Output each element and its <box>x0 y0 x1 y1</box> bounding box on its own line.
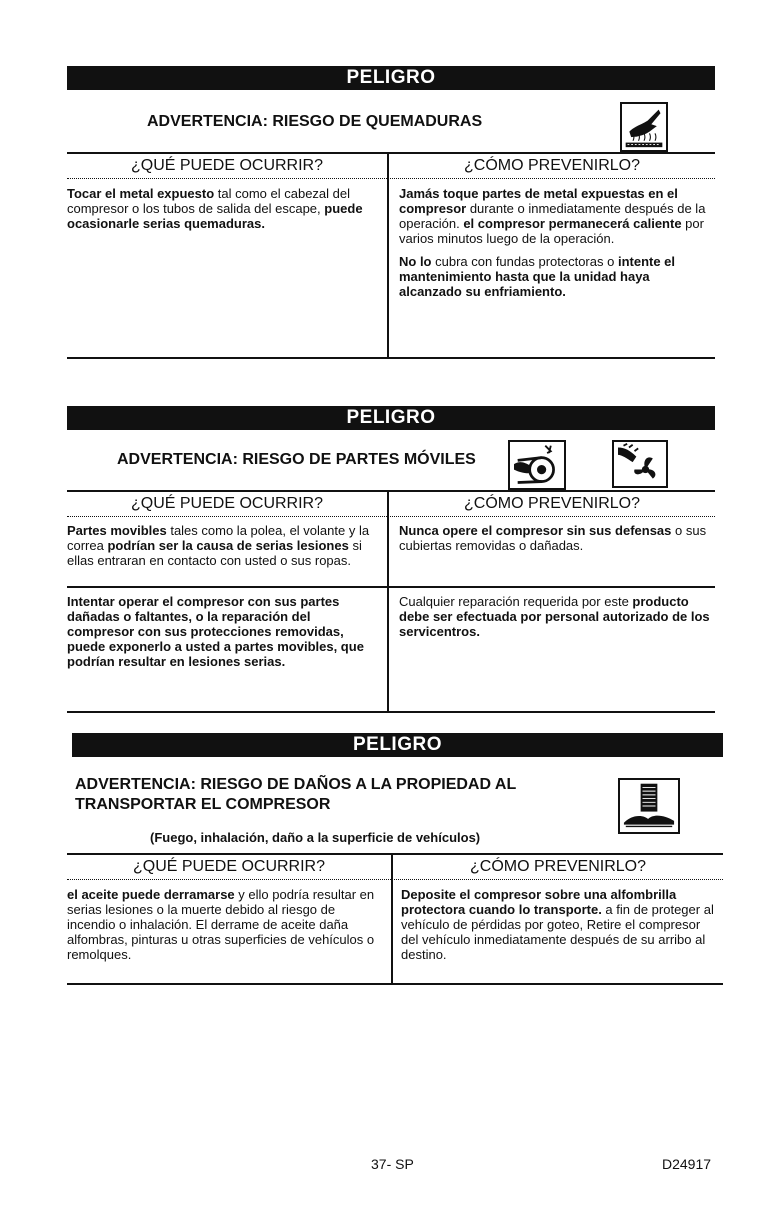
document-id: D24917 <box>662 1156 712 1172</box>
body-text: por varios minutos luego de la operación. <box>399 216 704 246</box>
column-header-prevent: ¿CÓMO PREVENIRLO? <box>469 858 647 875</box>
body-text: tal como el cabezal del compresor o los tubos de salida del escape, <box>67 186 351 216</box>
cell-paragraph <box>399 523 713 553</box>
body-text: Cualquier reparación requerida por este <box>399 594 633 609</box>
cell-paragraph <box>399 254 713 299</box>
moving-what-cell-1 <box>67 523 373 576</box>
body-text: o sus cubiertas removidas o dañadas. <box>399 523 707 553</box>
burn-prevent-cell <box>399 186 713 307</box>
bold-text: Jamás toque partes de metal expuestas en el compresor <box>399 186 678 216</box>
body-text: durante o inmediatamente después de la operación. <box>399 201 706 231</box>
bold-text: No lo <box>399 254 432 269</box>
column-header-prevent: ¿CÓMO PREVENIRLO? <box>463 495 641 512</box>
section-heading-property-line2: TRANSPORTAR EL COMPRESOR <box>75 796 331 813</box>
bold-text: Intentar operar el compresor con sus partes dañadas o faltantes, o la reparación del compresor con sus protecciones removidas, puede exponerlo a usted a partes movibles, que podrían resultar en lesiones serias. <box>67 594 364 669</box>
cell-paragraph <box>67 186 373 231</box>
hand-belt-pulley-icon <box>508 440 566 490</box>
bold-text: producto debe ser efectuada por personal autorizado de los servicentros. <box>399 594 710 639</box>
hand-fan-icon <box>612 440 668 488</box>
bold-text: Tocar el metal expuesto <box>67 186 215 201</box>
moving-what-cell-2 <box>67 594 373 677</box>
burn-what-cell <box>67 186 373 239</box>
bold-text: el aceite puede derramarse <box>67 887 235 902</box>
body-text: a fin de proteger al vehículo de pérdidas por goteo, Retire el compresor del vehículo inmediatamente después de su arribo al destino. <box>401 902 714 962</box>
cell-paragraph <box>399 594 713 639</box>
bold-text: Deposite el compresor sobre una alfombrilla protectora cuando lo transporte. <box>401 887 677 917</box>
property-prevent-cell <box>401 887 721 970</box>
section-subheading-property: (Fuego, inhalación, daño a la superficie de vehículos) <box>150 830 481 845</box>
property-what-cell <box>67 887 379 970</box>
cell-paragraph <box>67 594 373 669</box>
bold-text: intente el mantenimiento hasta que la unidad haya alcanzado su enfriamiento. <box>399 254 676 299</box>
body-text: si ellas entraran en contacto con usted o sus ropas. <box>67 538 362 568</box>
bold-text: el compresor permanecerá caliente <box>463 216 682 231</box>
column-header-prevent: ¿CÓMO PREVENIRLO? <box>463 157 641 174</box>
section-heading-property-line1: ADVERTENCIA: RIESGO DE DAÑOS A LA PROPIEDAD AL <box>75 776 517 793</box>
moving-prevent-cell-2 <box>399 594 713 647</box>
property-damage-table <box>67 853 723 985</box>
cell-paragraph <box>401 887 721 962</box>
page-number: 37- SP <box>371 1156 414 1172</box>
section-heading-burn: ADVERTENCIA: RIESGO DE QUEMADURAS <box>147 113 483 130</box>
column-header-what: ¿QUÉ PUEDE OCURRIR? <box>132 858 326 875</box>
oil-spill-compressor-icon <box>618 778 680 834</box>
section-heading-moving-parts: ADVERTENCIA: RIESGO DE PARTES MÓVILES <box>117 451 476 468</box>
body-text: tales como la polea, el volante y la correa <box>67 523 370 553</box>
bold-text: puede ocasionarle serias quemaduras. <box>67 201 363 231</box>
moving-parts-table <box>67 490 715 713</box>
danger-banner-3: PELIGRO <box>72 733 723 757</box>
cell-paragraph <box>399 186 713 246</box>
burn-risk-table <box>67 152 715 359</box>
bold-text: podrían ser la causa de serias lesiones <box>107 538 349 553</box>
hot-surface-hand-icon <box>620 102 668 152</box>
body-text: y ello podría resultar en serias lesiones o la muerte debido al riesgo de incendio o inhalación. El derrame de aceite daña alfombras, pinturas u otras superficies de vehículos o remolques. <box>67 887 375 962</box>
bold-text: Nunca opere el compresor sin sus defensas <box>399 523 672 538</box>
cell-paragraph <box>67 887 379 962</box>
bold-text: Partes movibles <box>67 523 167 538</box>
danger-banner-1: PELIGRO <box>67 66 715 90</box>
column-header-what: ¿QUÉ PUEDE OCURRIR? <box>130 495 324 512</box>
column-header-what: ¿QUÉ PUEDE OCURRIR? <box>130 157 324 174</box>
danger-banner-2: PELIGRO <box>67 406 715 430</box>
body-text: cubra con fundas protectoras o <box>431 254 618 269</box>
moving-prevent-cell-1 <box>399 523 713 561</box>
cell-paragraph <box>67 523 373 568</box>
